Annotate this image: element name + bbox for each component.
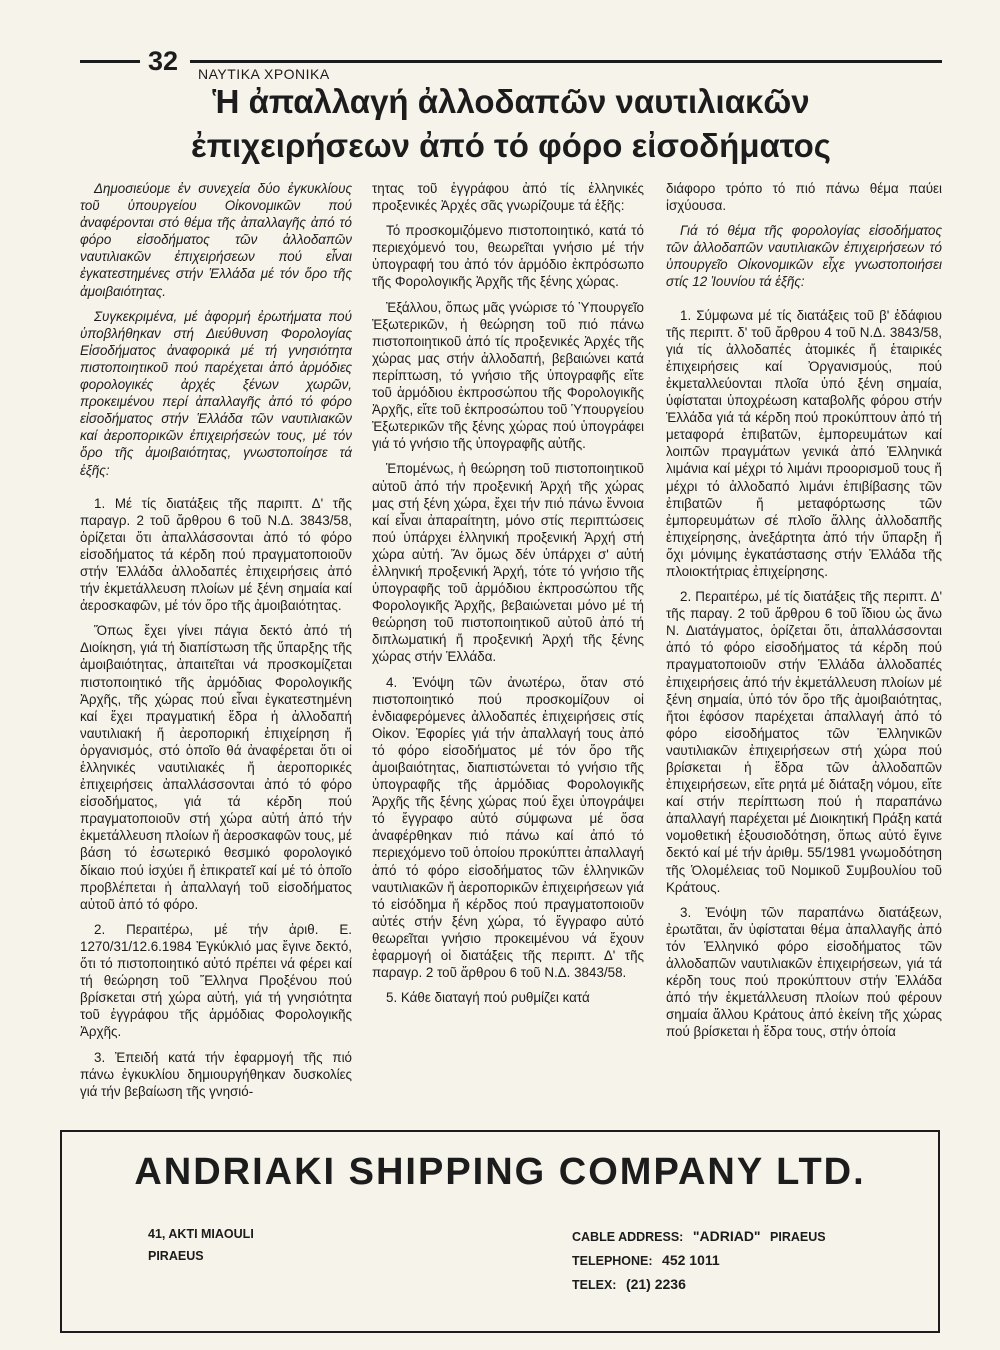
header-rule-left	[80, 60, 140, 63]
advert-telex	[572, 1276, 692, 1293]
article-column-3	[666, 180, 942, 1125]
body-paragraph: 2. Περαιτέρω, μέ τήν ἀριθ. Ε. 1270/31/12.6.1984 Ἐγκύκλιό μας ἔγινε δεκτό, ὅτι τό πιστοποιητικό αὐτό πρέπει νά φέρει καί τή θεώρηση τοῦ Ἕλληνα Προξένου πού βρίσκεται στή χώρα αὐτή, γιά τή γνησιότητα τοῦ ἐγγράφου τῆς ἁρμόδιας Φορολογικῆς Ἀρχῆς.	[80, 921, 352, 1040]
intro-paragraph: Δημοσιεύομε ἐν συνεχεία δύο ἐγκυκλίους τοῦ ὑπουργείου Οἰκονομικῶν πού ἀναφέρονται στό θέμα τῆς ἀπαλλαγῆς ἀπό τό φόρο εἰσοδήματος τῶν ἀλλοδαπῶν ναυτιλιακῶν ἐπιχειρήσεων πού εἶναι ἐγκατεστημένες στήν Ἑλλάδα μέ τόν ὅρο τῆς ἀμοιβαιότητας.	[80, 181, 352, 299]
cable-value: "ADRIAD"	[692, 1228, 761, 1244]
advert-telephone	[572, 1252, 726, 1269]
headline-line-2: ἐπιχειρήσεων ἀπό τό φόρο εἰσοδήματος	[191, 127, 831, 164]
telex-label: TELEX:	[572, 1278, 617, 1292]
body-paragraph: Τό προσκομιζόμενο πιστοποιητικό, κατά τό περιεχόμενό του, θεωρεῖται γνήσιο μέ τήν ὑπογραφή του ἀπό τόν ἁρμόδιο ἐκπρόσωπο τῆς Φορολογικῆς Ἀρχῆς τῆς ξένης χώρας.	[372, 223, 644, 290]
advert-company-name: ANDRIAKI SHIPPING COMPANY LTD.	[134, 1151, 866, 1193]
article-column-1	[80, 180, 352, 1125]
advert-address-city: PIRAEUS	[148, 1249, 204, 1263]
cable-city: PIRAEUS	[770, 1230, 826, 1244]
advert-address-street: 41, AKTI MIAOULI	[148, 1227, 254, 1241]
intro-paragraph: Γιά τό θέμα τῆς φορολογίας εἰσοδήματος τῶν ἀλλοδαπῶν ναυτιλιακῶν ἐπιχειρήσεων τό ὑπουργεῖο Οἰκονομικῶν εἶχε γνωστοποιήσει στίς 12 Ἰουνίου τά ἑξῆς:	[666, 223, 942, 290]
body-paragraph: 4. Ἐνόψη τῶν ἀνωτέρω, ὅταν στό πιστοποιητικό πού προσκομίζουν οἱ ἐνδιαφερόμενες ἀλλοδαπές ἐπιχειρήσεις στίς Οἰκον. Ἐφορίες γιά τήν ἀπαλλαγή τους ἀπό τό φόρο εἰσοδήματος μέ τόν ὅρο τῆς ἀμοιβαιότητας, διαπιστώνεται τό γνήσιο τῆς ὑπογραφῆς τῆς ἁρμόδιας Φορολογικῆς Ἀρχῆς τῆς ξένης χώρας πού ἔχει ὑπογράψει τό ἔγγραφο αὐτό σύμφωνα μέ ὅσα ἀναφέρθηκαν πιό πάνω καί ἀπό τό περιεχόμενο τοῦ ὁποίου προκύπτει ἀπαλλαγή ἀπό τό φόρο εἰσοδήματος τῶν ἑλληνικῶν ναυτιλιακῶν ἤ ἀεροπορικῶν ἐπιχειρήσεων γιά τό εἰσόδημα ἤ κέρδος πού πραγματοποιοῦν αὐτές στήν ξένη χώρα, τό ἔγγραφο αὐτό θεωρεῖται γνήσιο προκειμένου νά ἔχουν ἐφαρμογή οἱ διατάξεις τῆς περιπτ. Δ' τῆς παραγρ. 2 τοῦ ἄρθρου 6 τοῦ Ν.Δ. 3843/58.	[372, 674, 644, 981]
telex-value: (21) 2236	[625, 1276, 686, 1292]
page-number: 32	[148, 46, 179, 76]
body-paragraph: 5. Κάθε διαταγή πού ρυθμίζει κατά	[386, 990, 590, 1006]
intro-paragraph: Συγκεκριμένα, μέ ἀφορμή ἐρωτήματα πού ὑποβλήθηκαν στή Διεύθυνση Φορολογίας Εἰσοδήματος ἀναφορικά μέ τή γνησιότητα πιστοποιητικοῦ πού παρέχεται ἀπό ἁρμόδιες φορολογικές ἀρχές ξένων χωρῶν, προκειμένου περί ἀπαλλαγῆς ἀπό τό φόρο εἰσοδήματος στήν Ἑλλάδα τῶν ναυτιλιακῶν καί ἀεροπορικῶν ἐπιχειρήσεών τους, μέ τόν ὅρο τῆς ἀμοιβαιότητας, γνωστοποίησε τά ἑξῆς:	[80, 308, 352, 478]
headline-line-1: Ἡ ἀπαλλαγή ἀλλοδαπῶν ναυτιλιακῶν	[212, 83, 810, 120]
advert-cable	[572, 1228, 826, 1245]
body-paragraph: Ὅπως ἔχει γίνει πάγια δεκτό ἀπό τή Διοίκηση, γιά τή διαπίστωση τῆς ὕπαρξης τῆς ἀμοιβαιότητας, ἀπαιτεῖται νά προσκομίζεται πιστοποιητικό τῆς ἁρμόδιας Φορολογικῆς Ἀρχῆς, τῆς χώρας πού εἶναι ἐγκατεστημένη καί ἔχει πραγματική ἕδρα ἡ ἀλλοδαπή ναυτιλιακή ἤ ἀεροπορική ἐπιχείρηση ἤ ὀργανισμός, στό ὁποῖο θά ἀναφέρεται ὅτι οἱ ἑλληνικές ναυτιλιακές ἤ ἀεροπορικές ἐπιχειρήσεις ἀπαλλάσσονται ἀπό τό φόρο εἰσοδήματος, γιά τά κέρδη πού πραγματοποιοῦν στή χώρα αὐτή ἀπό τήν ἐκμετάλλευση πλοίων ἤ ἀεροσκαφῶν τους, μέ βάση τό ἐσωτερικό θεσμικό φορολογικό δίκαιο πού ἰσχύει ἤ ἐπικρατεῖ καί μέ τό ὁποῖο προβλέπεται ἡ ἀπαλλαγή τοῦ εἰσοδήματος αὐτοῦ ἀπό τό φόρο.	[80, 623, 352, 912]
telephone-value: 452 1011	[662, 1252, 720, 1268]
body-paragraph: Ἑπομένως, ἡ θεώρηση τοῦ πιστοποιητικοῦ αὐτοῦ ἀπό τήν προξενική Ἀρχή τῆς χώρας μας στή ξένη χώρα, ἔχει τήν πιό πάνω ἔννοια καί εἶναι ἀπαραίτητη, μόνο στίς περιπτώσεις πού ὑπάρχει ἑλληνική προξενική Ἀρχή στή χώρα αὐτή. Ἄν ὅμως δέν ὑπάρχει σ' αὐτή ἑλληνική προξενική Ἀρχή, τότε τό γνήσιο τῆς ὑπογραφῆς τοῦ ἁρμόδιου ἐκπροσώπου τῆς Φορολογικῆς Ἀρχῆς, βεβαιώνεται μόνο μέ τή θεώρηση τοῦ πιστοποιητικοῦ αὐτοῦ ἀπό τή διπλωματική ἤ προξενική Ἀρχή τῆς ξένης χώρας στήν Ἑλλάδα.	[372, 461, 644, 665]
cable-label: CABLE ADDRESS:	[572, 1230, 684, 1244]
body-paragraph: 1. Μέ τίς διατάξεις τῆς παριπτ. Δ' τῆς παραγρ. 2 τοῦ ἄρθρου 6 τοῦ Ν.Δ. 3843/58, ὁρίζεται ὅτι ἀπαλλάσσονται ἀπό τό φόρο εἰσοδήματος τά κέρδη πού πραγματοποιοῦν στήν Ἑλλάδα ἀλλοδαπές ἐπιχειρήσεις ἀπό τήν ἐκμετάλλευση πλοίων μέ ξένη σημαία καί ἀεροσκαφῶν, μέ τόν ὅρο τῆς ἀμοιβαιότητας.	[80, 495, 352, 614]
body-paragraph: Ἐξάλλου, ὅπως μᾶς γνώρισε τό Ὑπουργεῖο Ἐξωτερικῶν, ἡ θεώρηση τοῦ πιό πάνω πιστοποιητικοῦ ἀπό τίς προξενικές Ἀρχές τῆς χώρας μας στήν ἀλλοδαπή, βεβαιώνει κατά περίπτωση, τό γνήσιο τῆς ὑπογραφῆς εἴτε τοῦ ἁρμόδιου ἐκπροσώπου τῆς Φορολογικῆς Ἀρχῆς, εἴτε τοῦ ἐκπροσώπου τοῦ Ὑπουργείου Ἐξωτερικῶν τῆς ξένης χώρας πού ὑπογράφει γιά τό γνήσιο τῆς ὑπογραφῆς αὐτῆς.	[372, 299, 644, 452]
company-advertisement	[60, 1130, 940, 1333]
article-column-2	[372, 180, 644, 1125]
body-paragraph: 2. Περαιτέρω, μέ τίς διατάξεις τῆς περιπτ. Δ' τῆς παραγ. 2 τοῦ ἄρθρου 6 τοῦ ἴδιου ὡς ἄνω Ν. Διατάγματος, ὁρίζεται ὅτι, ἀπαλλάσσονται ἀπό τό φόρο εἰσοδήματος τά κέρδη πού πραγματοποιοῦν στήν Ἑλλάδα ἀλλοδαπές ἐπιχειρήσεις ἀπό τήν ἐκμετάλλευση πλοίων μέ ξένη σημαία, ὑπό τόν ὅρο τῆς ἀμοιβαιότητας, ἤτοι ἐφόσον παρέχεται ἀπαλλαγή ἀπό τό φόρο εἰσοδήματος τῶν Ἑλληνικῶν ναυτιλιακῶν ἐπιχειρήσεων στή χώρα πού βρίσκεται ἡ ἕδρα τῶν ἀλλοδαπῶν ἐπιχειρήσεων, εἴτε ρητά μέ διάταξη νόμου, εἴτε καί στήν περίπτωση πού ἡ παραπάνω ἀπαλλαγή παρέχεται μέ Διοικητική Πράξη κατά νομοθετική ἐξουσιοδότηση, ὅπως αὐτό ἔγινε δεκτό καί μέ τήν ἀριθμ. 55/1981 γνωμοδότηση τῆς Ὁλομέλειας τοῦ Νομικοῦ Συμβουλίου τοῦ Κράτους.	[666, 589, 942, 895]
body-paragraph: 1. Σύμφωνα μέ τίς διατάξεις τοῦ β' ἐδάφιου τῆς περιπτ. δ' τοῦ ἄρθρου 4 τοῦ Ν.Δ. 3843/58, γιά τίς ἀλλοδαπές ἀτομικές ἤ ἑταιρικές ἐπιχειρήσεις καί Ὀργανισμούς, πού ἐκμεταλλεύονται πλοῖα ὑπό ξένη σημαία, ὑφίσταται ὑποχρέωση καταβολῆς φόρου στήν Ἑλλάδα γιά τά κέρδη πού προκύπτουν ἀπό τή μεταφορά ἐπιβατῶν, ἐμπορευμάτων καί λοιπῶν πραγμάτων γενικά ἀπό Ἑλληνικά λιμάνια καί μέχρι τό λιμάνι προορισμοῦ τους ἤ μέχρι τό ἀλλοδαπό λιμάνι ἐπιβίβασης τῶν ἐπιβατῶν ἤ μεταφόρτωσης τῶν ἐμπορευμάτων σέ πλοῖο ἄλλης ἀλλοδαπῆς ἐπιχείρησης, ἀνεξάρτητα ἀπό τήν ὕπαρξη ἤ ὄχι μόνιμης ἐγκατάστασης στήν Ἑλλάδα τῆς πλοιοκτήτριας ἐπιχείρησης.	[666, 307, 942, 579]
article-headline	[80, 80, 942, 168]
body-paragraph: τητας τοῦ ἐγγράφου ἀπό τίς ἑλληνικές προξενικές Ἀρχές σᾶς γνωρίζουμε τά ἑξῆς:	[372, 181, 644, 214]
body-paragraph: διάφορο τρόπο τό πιό πάνω θέμα παύει ἰσχύουσα.	[666, 181, 942, 214]
body-paragraph: 3. Ἐνόψη τῶν παραπάνω διατάξεων, ἐρωτᾶται, ἄν ὑφίσταται θέμα ἀπαλλαγῆς ἀπό τόν Ἑλληνικό φόρο εἰσοδήματος τῶν ἀλλοδαπῶν ναυτιλιακῶν ἐπιχειρήσεων, γιά τά κέρδη τους πού προκύπτουν στήν Ἑλλάδα ἀπό τήν ἐκμετάλλευση πλοίων πού φέρουν σημαία ἄλλου Κράτους ἀπό ἐκείνη τῆς χώρας πού βρίσκεται ἡ ἕδρα τους, στήν ὁποία	[666, 904, 942, 1040]
running-title: ΝΑΥΤΙΚΑ ΧΡΟΝΙΚΑ	[198, 66, 330, 82]
telephone-label: TELEPHONE:	[572, 1254, 653, 1268]
body-paragraph: 3. Ἐπειδή κατά τήν ἐφαρμογή τῆς πιό πάνω ἐγκυκλίου δημιουργήθηκαν δυσκολίες γιά τήν βεβαίωση τῆς γνησιό-	[80, 1049, 352, 1099]
header-rule-right	[190, 60, 942, 63]
